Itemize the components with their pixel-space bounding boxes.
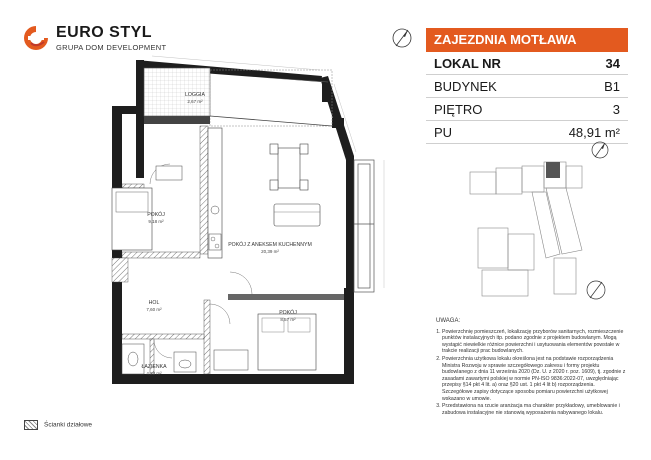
room-area-lazienka: 4,23 m² (146, 371, 162, 376)
bed-2 (258, 314, 316, 370)
notes-section (430, 318, 626, 417)
info-label: PIĘTRO (434, 101, 483, 117)
room-area-pokoj-1: 9,18 m² (148, 219, 164, 224)
room-area-hol: 7,60 m² (146, 307, 162, 312)
logo-title: EURO STYL (56, 24, 153, 41)
key-plan-compass-icon (590, 140, 610, 160)
room-label-pokoj-1: POKÓJ (147, 212, 165, 218)
key-plan (462, 158, 610, 306)
info-row-pietro (426, 98, 628, 121)
note-item: 3. Przedstawiona na rzucie aranżacja ma charakter przykładowy, umeblowanie i zabudowa instalacyjne nie stanowią wyposażenia nabywanego lokalu. (442, 403, 626, 416)
info-value: 48,91 m² (568, 124, 620, 140)
euro-styl-logo-icon (22, 24, 50, 52)
room-area-salon: 20,39 m² (261, 249, 279, 254)
info-label: BUDYNEK (434, 78, 497, 94)
room-label-lazienka: ŁAZIENKA (141, 364, 167, 370)
partition-hatch-swatch (24, 420, 38, 430)
notes-heading: UWAGA: (436, 318, 461, 324)
info-row-budynek (426, 75, 628, 98)
info-label: PU (434, 124, 453, 140)
info-value: 3 (612, 101, 620, 117)
note-item: 1. Powierzchnię pomieszczeń, lokalizację przyborów sanitarnych, rozmieszczenie punktów instalacyjnych itp. podano zgodnie z projektem budowlanym. Mogą wystąpić niewielkie różnice powierzchni i usytuowania elementów powstałe w trakcie realizacji prac budowlanych. (442, 329, 626, 355)
compass-icon (390, 26, 414, 50)
room-area-pokoj-2: 8,57 m² (280, 317, 296, 322)
sofa (274, 204, 320, 226)
key-plan-highlight (546, 162, 560, 178)
room-area-loggia: 2,67 m² (187, 99, 203, 104)
project-title: ZAJEZDNIA MOTŁAWA (426, 28, 628, 52)
info-label: LOKAL NR (434, 55, 501, 71)
room-label-salon: POKÓJ Z ANEKSEM KUCHENNYM (228, 242, 312, 248)
legend-label: Ścianki działowe (44, 421, 93, 429)
room-label-hol: HOL (148, 300, 160, 306)
logo-subtitle: GRUPA DOM DEVELOPMENT (56, 43, 167, 52)
note-item: 2. Powierzchnia użytkowa lokalu określona jest na podstawie rozporządzenia Ministra Rozwoju w sprawie szczegółowego zakresu i formy projektu budowlanego z dnia 11 września 2020 (Dz. U. z 2020 r. poz. 1609), tj. zgodnie z zasadami zawartymi polskiej w normie PN-ISO 9836:2022-07, uwzględniając przepisy §14 pkt 4 lit. a) oraz §20 ust. 1 pkt 4 lit b) rozporządzenia. Szczegółowe zapisy dotyczące sposobu pomiaru powierzchni użytkowej wskazano w umowie. (442, 356, 626, 402)
room-label-pokoj-2: POKÓJ (279, 310, 297, 316)
notes-list (430, 329, 626, 417)
legend (24, 420, 92, 430)
room-label-loggia: LOGGIA (185, 92, 205, 98)
info-value: B1 (604, 78, 620, 94)
info-row-lokal (426, 52, 628, 75)
bay-window (354, 160, 374, 292)
floor-plan (92, 48, 397, 418)
apartment-info-panel (426, 28, 628, 144)
info-value: 34 (605, 55, 620, 71)
dining-table (270, 144, 308, 190)
